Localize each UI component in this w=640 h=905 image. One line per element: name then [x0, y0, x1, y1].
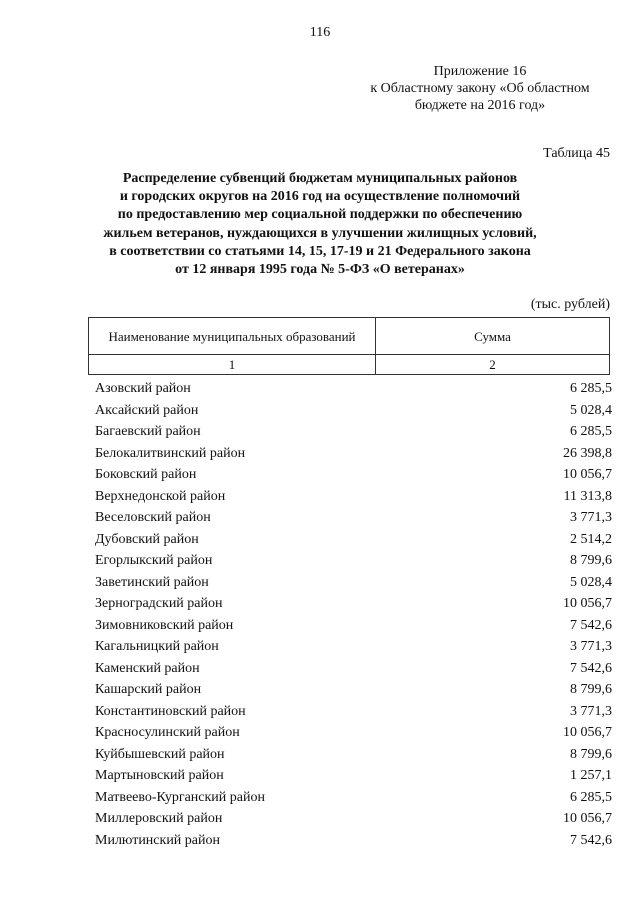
- table-row: [95, 486, 612, 508]
- municipality-name: Матвеево-Курганский район: [95, 789, 265, 805]
- municipality-name: Азовский район: [95, 381, 191, 396]
- amount-value: 10 056,7: [563, 725, 612, 740]
- municipality-name: Дубовский район: [95, 531, 199, 547]
- table-row: [95, 701, 612, 723]
- column-number: 1: [89, 355, 376, 375]
- table-row: [95, 658, 612, 680]
- amount-value: 6 285,5: [570, 381, 612, 396]
- amount-value: 6 285,5: [570, 789, 612, 805]
- amount-value: 3 771,3: [570, 703, 612, 719]
- municipality-name: Аксайский район: [95, 402, 199, 418]
- table-row: [95, 400, 612, 422]
- table-row: [95, 787, 612, 809]
- municipality-name: Кашарский район: [95, 682, 202, 697]
- municipality-name: Верхнедонской район: [95, 488, 226, 504]
- table-row: [95, 529, 612, 551]
- amount-value: 5 028,4: [570, 574, 612, 590]
- amount-value: 10 056,7: [563, 467, 612, 482]
- municipality-name: Белокалитвинский район: [95, 445, 246, 461]
- table-row: [95, 744, 612, 766]
- column-number: 2: [376, 355, 610, 375]
- title-line: от 12 января 1995 года № 5-ФЗ «О ветеранах»: [175, 262, 465, 278]
- title-line: в соответствии со статьями 14, 15, 17-19 и 21 Федерального закона: [109, 243, 531, 259]
- table-row: [95, 830, 612, 852]
- appendix-line: к Областному закону «Об областном: [370, 81, 590, 96]
- municipality-name: Зерноградский район: [95, 596, 223, 611]
- amount-value: 7 542,6: [570, 660, 612, 676]
- amount-value: 26 398,8: [563, 445, 612, 461]
- appendix-line: Приложение 16: [433, 64, 527, 79]
- municipality-name: Зимовниковский район: [95, 617, 234, 633]
- table-row: [95, 464, 612, 486]
- municipality-name: Боковский район: [95, 467, 197, 482]
- municipality-name: Красносулинский район: [95, 725, 240, 740]
- title-line: Распределение субвенций бюджетам муниципальных районов: [122, 171, 518, 186]
- table-row: [95, 572, 612, 594]
- amount-value: 6 285,5: [570, 424, 612, 439]
- table-row: [95, 507, 612, 529]
- amount-value: 11 313,8: [563, 488, 612, 504]
- table-row: [95, 443, 612, 465]
- appendix-reference: [350, 63, 610, 114]
- title-line: жильем ветеранов, нуждающихся в улучшении жилищных условий,: [103, 225, 537, 241]
- municipality-name: Заветинский район: [95, 574, 209, 590]
- amount-value: 7 542,6: [570, 617, 612, 633]
- amount-value: 10 056,7: [563, 811, 612, 826]
- amount-value: 8 799,6: [570, 553, 612, 568]
- amount-value: 10 056,7: [563, 596, 612, 611]
- amount-value: 1 257,1: [570, 768, 612, 783]
- table-number: Таблица 45: [543, 146, 610, 161]
- table-row: [95, 679, 612, 701]
- municipality-name: Миллеровский район: [95, 811, 223, 826]
- table-row: [95, 615, 612, 637]
- municipality-name: Мартыновский район: [95, 768, 224, 783]
- header-name-column: Наименование муниципальных образований: [89, 318, 376, 355]
- table-header: [88, 317, 610, 375]
- municipality-name: Веселовский район: [95, 510, 211, 525]
- page-number: 116: [309, 25, 331, 40]
- document-title: [60, 170, 580, 279]
- municipality-name: Милютинский район: [95, 832, 221, 848]
- amount-value: 8 799,6: [570, 746, 612, 762]
- title-line: и городских округов на 2016 год на осуществление полномочий: [119, 189, 521, 205]
- amount-value: 8 799,6: [570, 682, 612, 697]
- amount-value: 3 771,3: [570, 639, 612, 654]
- title-line: по предоставлению мер социальной поддержки по обеспечению: [117, 207, 523, 223]
- amount-value: 5 028,4: [570, 402, 612, 418]
- table-row: [95, 378, 612, 400]
- table-row: [95, 636, 612, 658]
- amount-value: 3 771,3: [570, 510, 612, 525]
- municipality-name: Егорлыкский район: [95, 553, 213, 568]
- table-row: [95, 722, 612, 744]
- municipality-name: Кагальницкий район: [95, 639, 219, 654]
- header-sum-column: Сумма: [376, 318, 610, 355]
- municipality-name: Багаевский район: [95, 424, 201, 439]
- table-row: [95, 421, 612, 443]
- municipality-name: Куйбышевский район: [95, 746, 225, 762]
- units-label: (тыс. рублей): [530, 297, 610, 312]
- appendix-line: бюджете на 2016 год»: [414, 98, 546, 113]
- municipality-name: Каменский район: [95, 660, 200, 676]
- table-row: [95, 593, 612, 615]
- municipality-name: Константиновский район: [95, 703, 246, 719]
- table-body: [95, 378, 612, 851]
- table-row: [95, 550, 612, 572]
- amount-value: 2 514,2: [570, 531, 612, 547]
- amount-value: 7 542,6: [570, 832, 612, 848]
- table-row: [95, 765, 612, 787]
- table-row: [95, 808, 612, 830]
